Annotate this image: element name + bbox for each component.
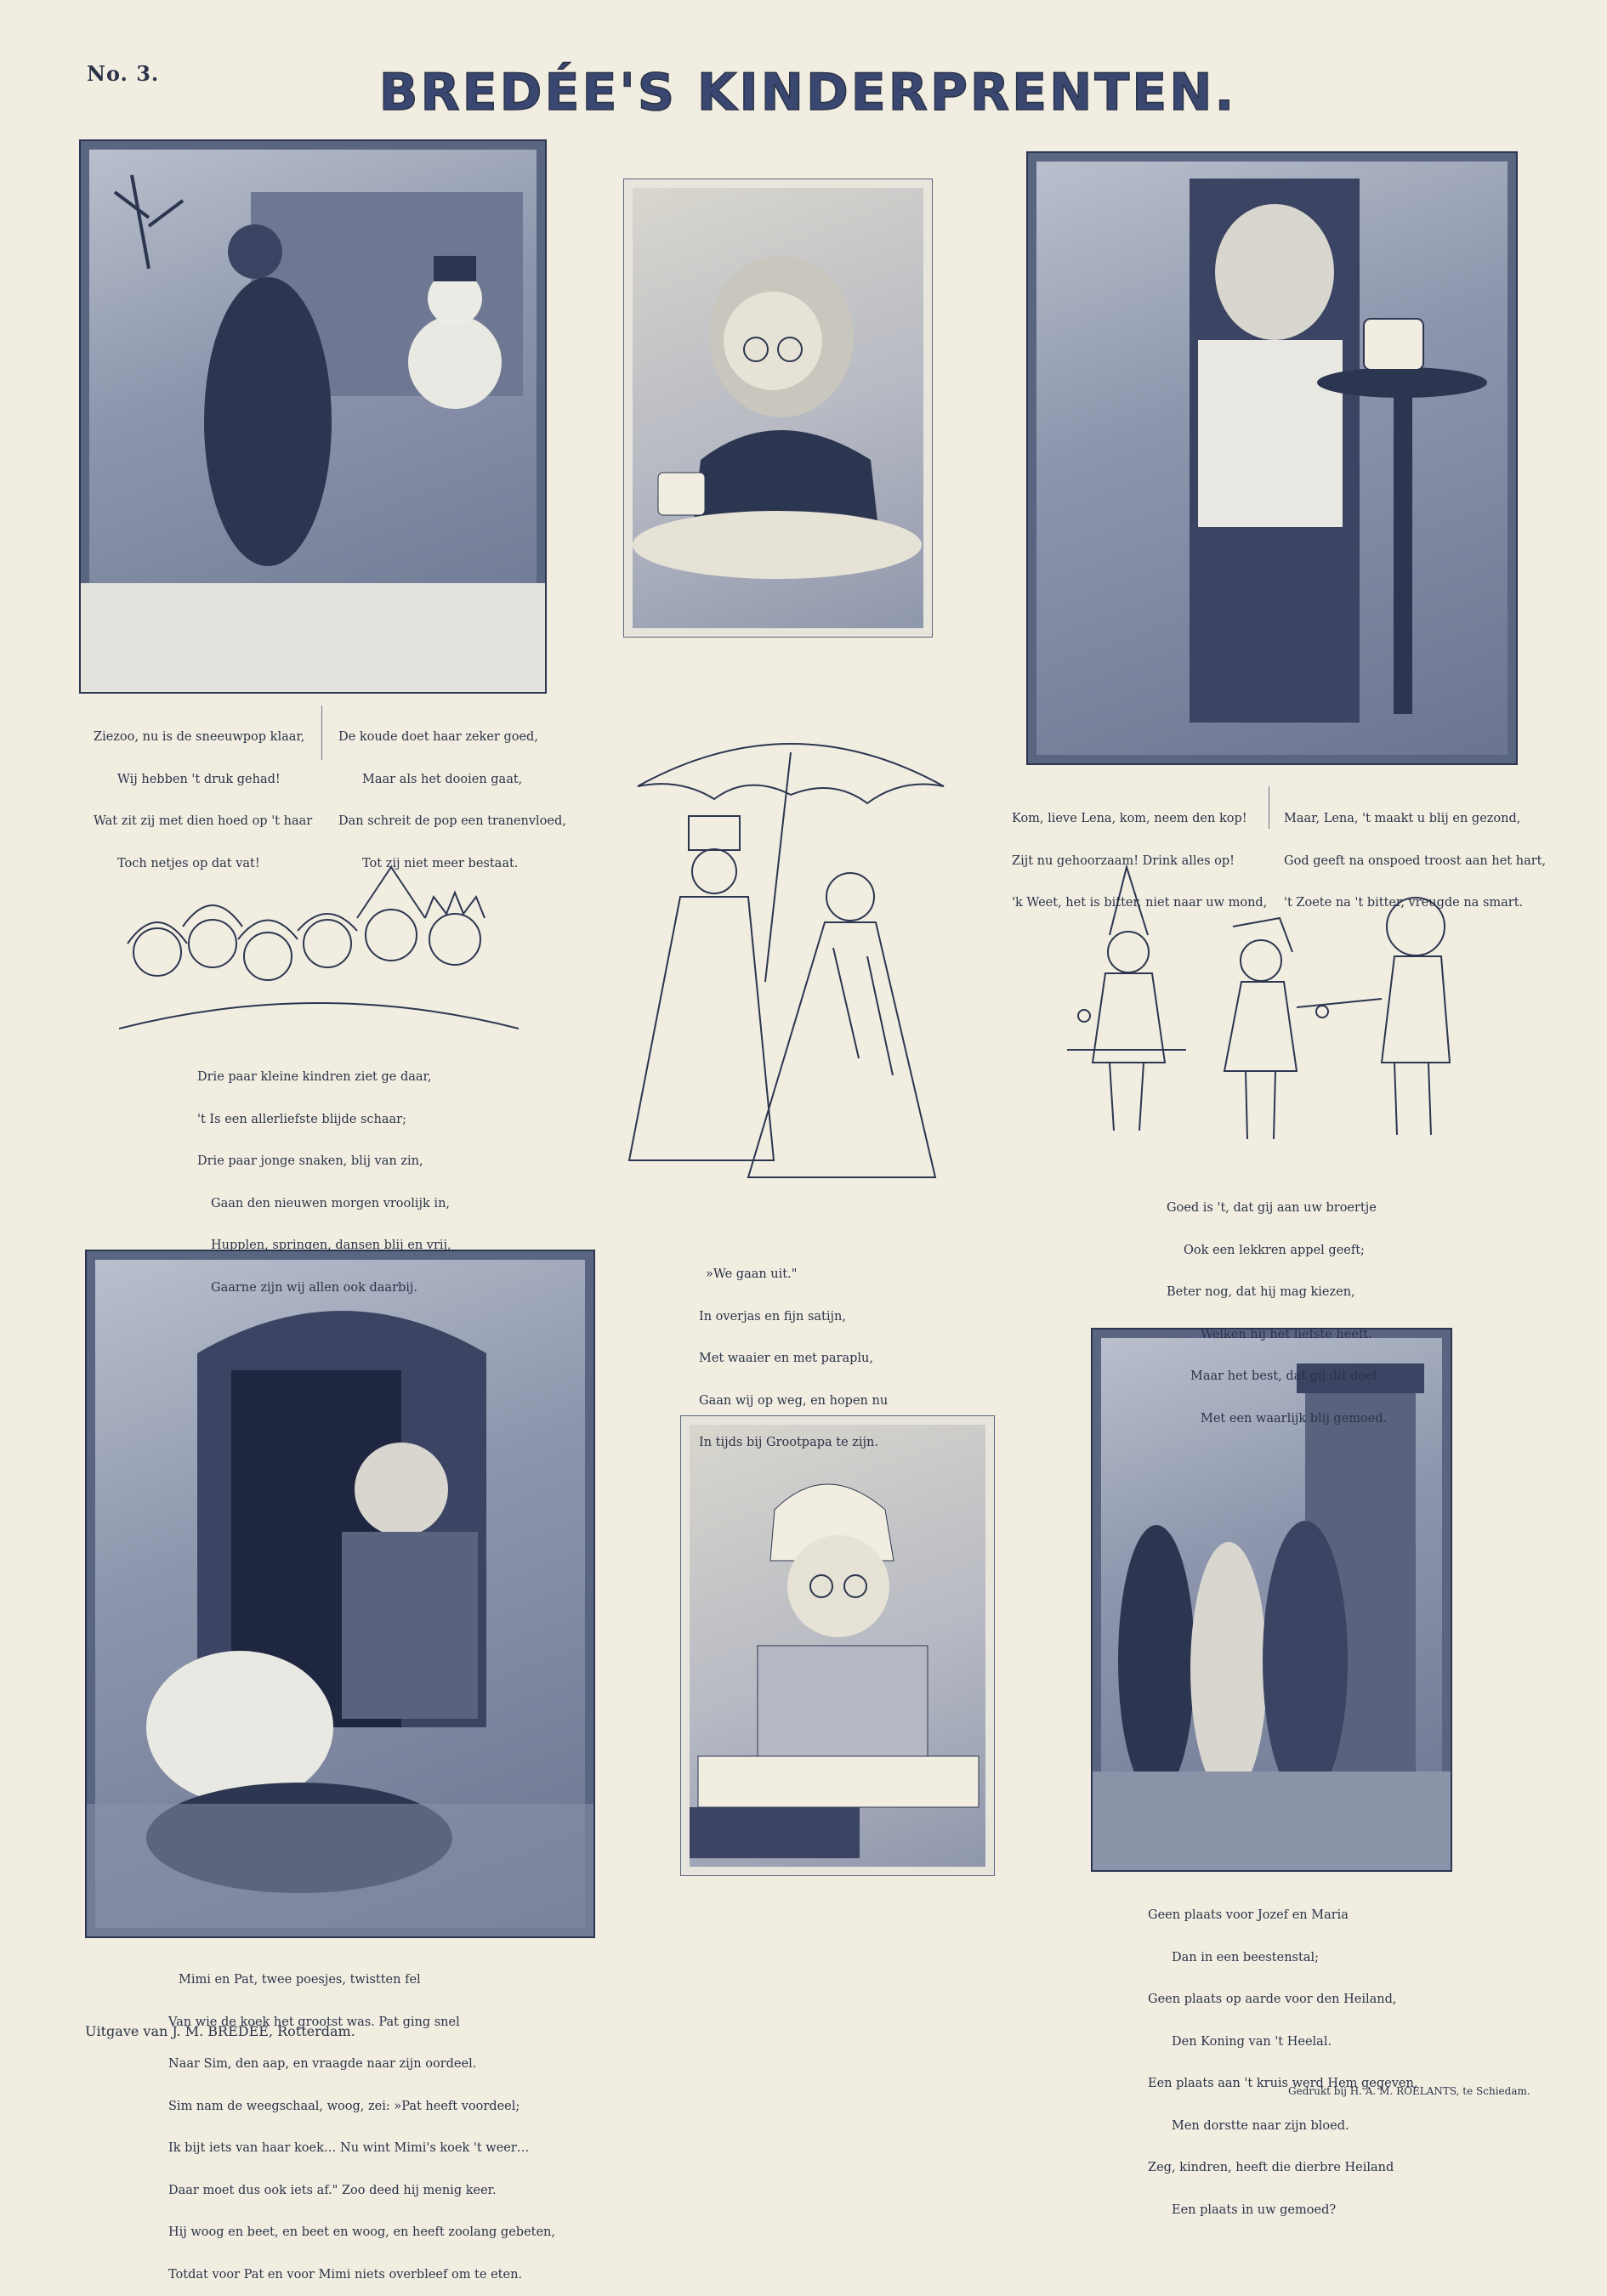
lena-verse-left: Kom, lieve Lena, kom, neem den kop! Zijt nu gehoorzaam! Drink alles op! 'k Weet, het is bitter, niet naar uw mond, xyxy=(1012,812,1268,910)
lena-verse-right: Maar, Lena, 't maakt u blij en gezond, God geeft na onspoed troost aan het hart, 't Zoete na 't bitter, vreugde na smart. xyxy=(1284,812,1547,910)
printer-imprint: Gedrukt bij H. A. M. ROELANTS, te Schiedam. xyxy=(1288,2085,1530,2097)
maria-verse: Geen plaats voor Jozef en Maria Dan in een beestenstal; Geen plaats op aarde voor den Heiland, Den Koning van 't Heelal. Een plaats aan 't kruis werd Hem gegeven, Men dorstte naar zijn bloed. Zeg, kindren, heeft die dierbre Heiland Een plaats in uw gemoed? xyxy=(1148,1908,1418,2217)
page-title: BREDÉE'S KINDERPRENTEN. xyxy=(378,63,1237,122)
issue-number: No. 3. xyxy=(87,61,160,86)
apple-verse: Goed is 't, dat gij aan uw broertje Ook een lekkren appel geeft; Beter nog, dat hij mag kiezen, Welken hij het liefste heeft. Maar het best, dat gij dit doet Met een waarlijk blij gemoed. xyxy=(1167,1201,1388,1426)
snowman-engraving xyxy=(79,139,547,694)
umbrella-verse: »We gaan uit." In overjas en fijn satijn, Met waaier en met paraplu, Gaan wij op weg, en hopen nu In tijds bij Grootpapa te zijn. xyxy=(699,1267,889,1449)
cats-verse: Mimi en Pat, twee poesjes, twistten fel Van wie de koek het grootst was. Pat ging snel Naar Sim, den aap, en vraagde naar zijn oordeel. Sim nam de weegschaal, woog, zei: »Pat heeft voordeel; Ik bijt iets van haar koek… Nu wint Mimi's koek 't weer… Daar moet dus ook iets af." Zoo deed hij menig keer. Hij woog en beet, en beet en woog, en heeft zoolang gebeten, Totdat voor Pat en voor Mimi niets overbleef om te eten. xyxy=(168,1973,556,2282)
umbrella-couple-drawing xyxy=(578,735,978,1211)
snowman-verse-right: De koude doet haar zeker goed, Maar als het dooien gaat, Dan schreit de pop een tranenvloed, Tot zij niet meer bestaat. xyxy=(338,730,566,870)
lena-chair-engraving xyxy=(1026,151,1518,765)
girl-glasses-engraving xyxy=(623,179,933,638)
snowman-verse-left: Ziezoo, nu is de sneeuwpop klaar, Wij hebben 't druk gehad! Wat zit zij met dien hoed op 't haar Toch netjes op dat vat! xyxy=(94,730,313,870)
publisher-imprint: Uitgave van J. M. BREDÉE, Rotterdam. xyxy=(85,2023,355,2039)
children-verse: Drie paar kleine kindren ziet ge daar, 't Is een allerliefste blijde schaar; Drie paar jonge snaken, blij van zin, Gaan den nieuwen morgen vroolijk in, Hupplen, springen, dansen blij en vrij, Gaarne zijn wij allen ook daarbij. xyxy=(197,1070,451,1295)
monkey-cats-engraving xyxy=(85,1250,595,1938)
snowman-verse-divider xyxy=(321,706,322,760)
smoking-child-engraving xyxy=(680,1415,995,1876)
